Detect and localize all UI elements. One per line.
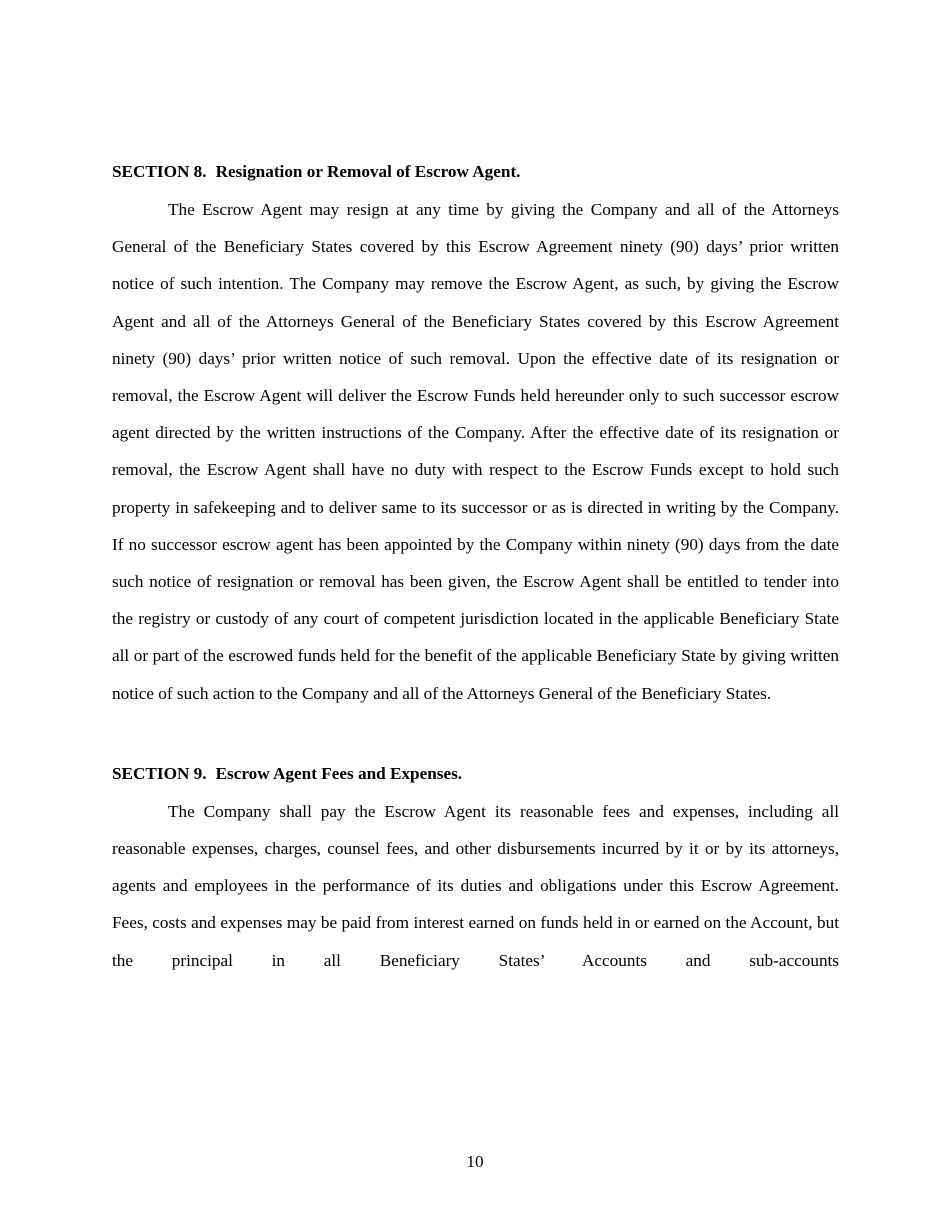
page-number: 10 — [466, 1152, 484, 1171]
document-body — [112, 160, 839, 979]
section-9-title: Escrow Agent Fees and Expenses. — [215, 763, 463, 783]
section-8-heading — [112, 160, 839, 184]
section-9-heading — [112, 762, 839, 786]
section-9-paragraph: The Company shall pay the Escrow Agent its reasonable fees and expenses, including all reasonable expenses, charges, counsel fees, and other disbursements incurred by it or by its attorneys, agents and employees in the performance of its duties and obligations under this Escrow Agreement. Fees, costs and expenses may be paid from interest earned on funds held in or earned on the Account, but the principal in all Beneficiary States’ Accounts and sub-accounts — [112, 801, 839, 970]
section-8-title: Resignation or Removal of Escrow Agent. — [215, 162, 521, 181]
section-8-number: SECTION 8. — [112, 162, 207, 181]
section-8-paragraph: The Escrow Agent may resign at any time by giving the Company and all of the Attorneys General of the Beneficiary States covered by this Escrow Agreement ninety (90) days’ prior written notice of such intention. The Company may remove the Escrow Agent, as such, by giving the Escrow Agent and all of the Attorneys General of the Beneficiary States covered by this Escrow Agreement ninety (90) days’ prior written notice of such removal. Upon the effective date of its resignation or removal, the Escrow Agent will deliver the Escrow Funds held hereunder only to such successor escrow agent directed by the written instructions of the Company. After the effective date of its resignation or removal, the Escrow Agent shall have no duty with respect to the Escrow Funds except to hold such property in safekeeping and to deliver same to its successor or as is directed in writing by the Company. If no successor escrow agent has been appointed by the Company within ninety (90) days from the date such notice of resignation or removal has been given, the Escrow Agent shall be entitled to tender into the registry or custody of any court of competent jurisdiction located in the applicable Beneficiary State all or part of the escrowed funds held for the benefit of the applicable Beneficiary State by giving written notice of such action to the Company and all of the Attorneys General of the Beneficiary States. — [112, 200, 839, 703]
section-9-number: SECTION 9. — [112, 763, 207, 783]
